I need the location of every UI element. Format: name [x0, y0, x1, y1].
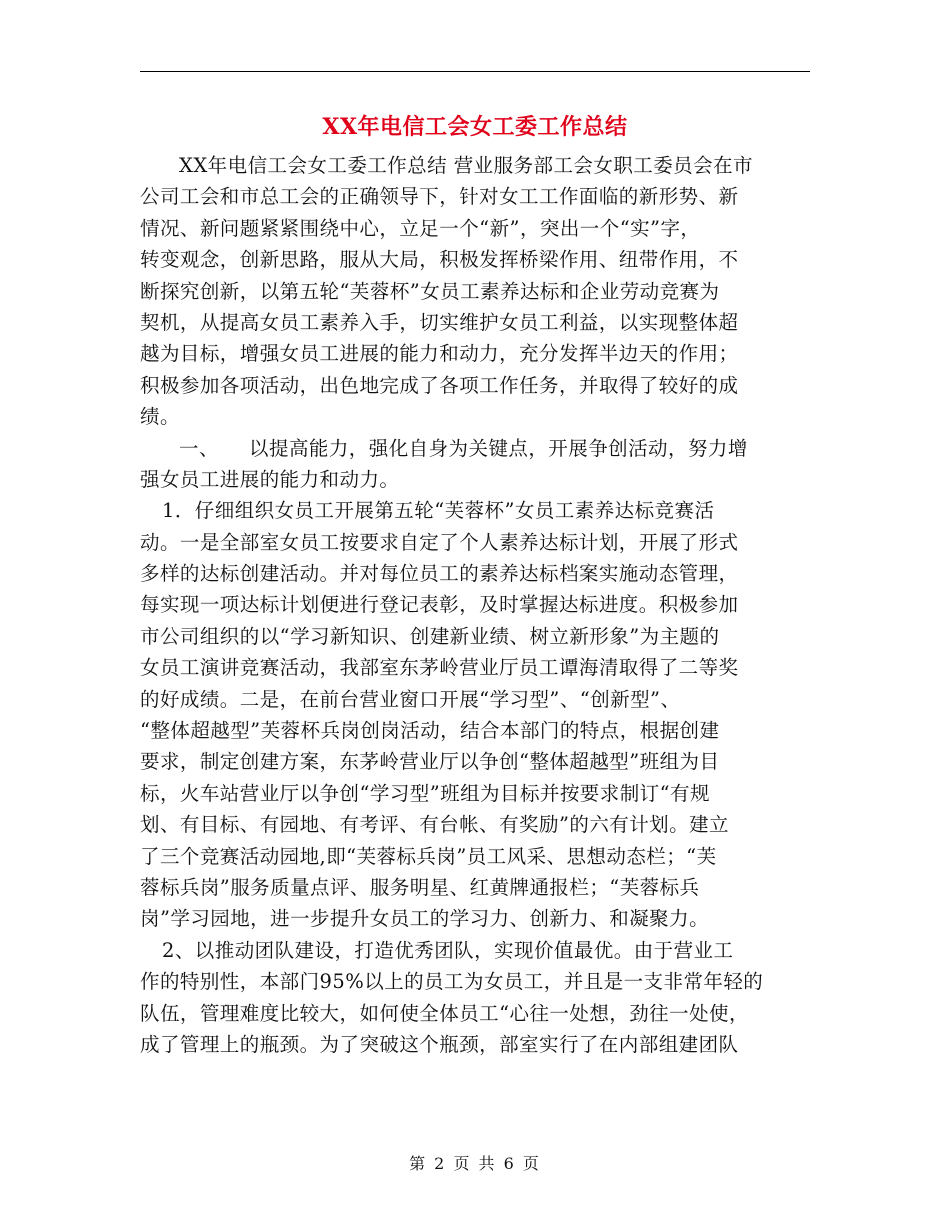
text-line: 的好成绩。二是，在前台营业窗口开展“学习型”、“创新型”、 — [140, 687, 681, 711]
text-line: 2、以推动团队建设，打造优秀团队，实现价值最优。由于营业工 — [162, 938, 734, 962]
text-line: 情况、新问题紧紧围绕中心，立足一个“新”，突出一个“实”字， — [140, 216, 701, 240]
header-rule — [140, 71, 810, 72]
text-line: 标，火车站营业厅以争创“学习型”班组为目标并按要求制订“有规 — [140, 781, 710, 805]
text-line: “整体超越型”芙蓉杯兵岗创岗活动，结合本部门的特点，根据创建 — [140, 719, 720, 743]
text-line: 强女员工进展的能力和动力。 — [140, 467, 400, 491]
text-line: 动。一是全部室女员工按要求自定了个人素养达标计划，开展了形式 — [140, 530, 739, 554]
text-line: 公司工会和市总工会的正确领导下，针对女工工作面临的新形势、新 — [140, 185, 739, 209]
text-line: 积极参加各项活动，出色地完成了各项工作任务，并取得了较好的成 — [140, 373, 739, 397]
text-line: XX年电信工会女工委工作总结 营业服务部工会女职工委员会在市 — [179, 154, 753, 177]
text-line: 越为目标，增强女员工进展的能力和动力，充分发挥半边天的作用； — [140, 342, 739, 366]
page-number: 第 2 页 共 6 页 — [409, 1154, 541, 1173]
text-line: 蓉标兵岗”服务质量点评、服务明星、红黄牌通报栏；“芙蓉标兵 — [140, 875, 700, 899]
text-line: 队伍，管理难度比较大，如何使全体员工“心往一处想，劲往一处使， — [140, 1001, 749, 1025]
text-line: 划、有目标、有园地、有考评、有台帐、有奖励”的六有计划。建立 — [140, 813, 729, 837]
text-line: 作的特别性，本部门95%以上的员工为女员工，并且是一支非常年轻的 — [140, 970, 764, 994]
text-line: 绩。 — [140, 405, 180, 429]
text-line: 断探究创新，以第五轮“芙蓉杯”女员工素养达标和企业劳动竞赛为 — [140, 279, 720, 303]
text-line: 每实现一项达标计划便进行登记表彰，及时掌握达标进度。积极参加 — [140, 593, 739, 617]
text-line: 市公司组织的以“学习新知识、创建新业绩、树立新形象”为主题的 — [140, 624, 720, 648]
text-line: 成了管理上的瓶颈。为了突破这个瓶颈，部室实行了在内部组建团队 — [140, 1032, 739, 1056]
text-line: 岗”学习园地，进一步提升女员工的学习力、创新力、和凝聚力。 — [140, 907, 710, 931]
text-line: 多样的达标创建活动。并对每位员工的素养达标档案实施动态管理， — [140, 562, 739, 586]
text-line: 转变观念，创新思路，服从大局，积极发挥桥梁作用、纽带作用，不 — [140, 248, 739, 272]
text-line: 契机，从提高女员工素养入手，切实维护女员工利益，以实现整体超 — [140, 310, 739, 334]
document-body — [140, 150, 810, 1060]
text-line: 了三个竞赛活动园地,即“芙蓉标兵岗”员工风采、思想动态栏；“芙 — [140, 844, 717, 868]
section-heading-line: 一、 以提高能力，强化自身为关键点，开展争创活动，努力增 — [179, 436, 748, 460]
text-line: 要求，制定创建方案，东茅岭营业厅以争创“整体超越型”班组为目 — [140, 750, 720, 774]
document-title: XX年电信工会女工委工作总结 — [322, 114, 628, 140]
text-line: 1．仔细组织女员工开展第五轮“芙蓉杯”女员工素养达标竞赛活 — [162, 499, 715, 523]
text-line: 女员工演讲竞赛活动，我部室东茅岭营业厅员工谭海清取得了二等奖 — [140, 656, 739, 680]
